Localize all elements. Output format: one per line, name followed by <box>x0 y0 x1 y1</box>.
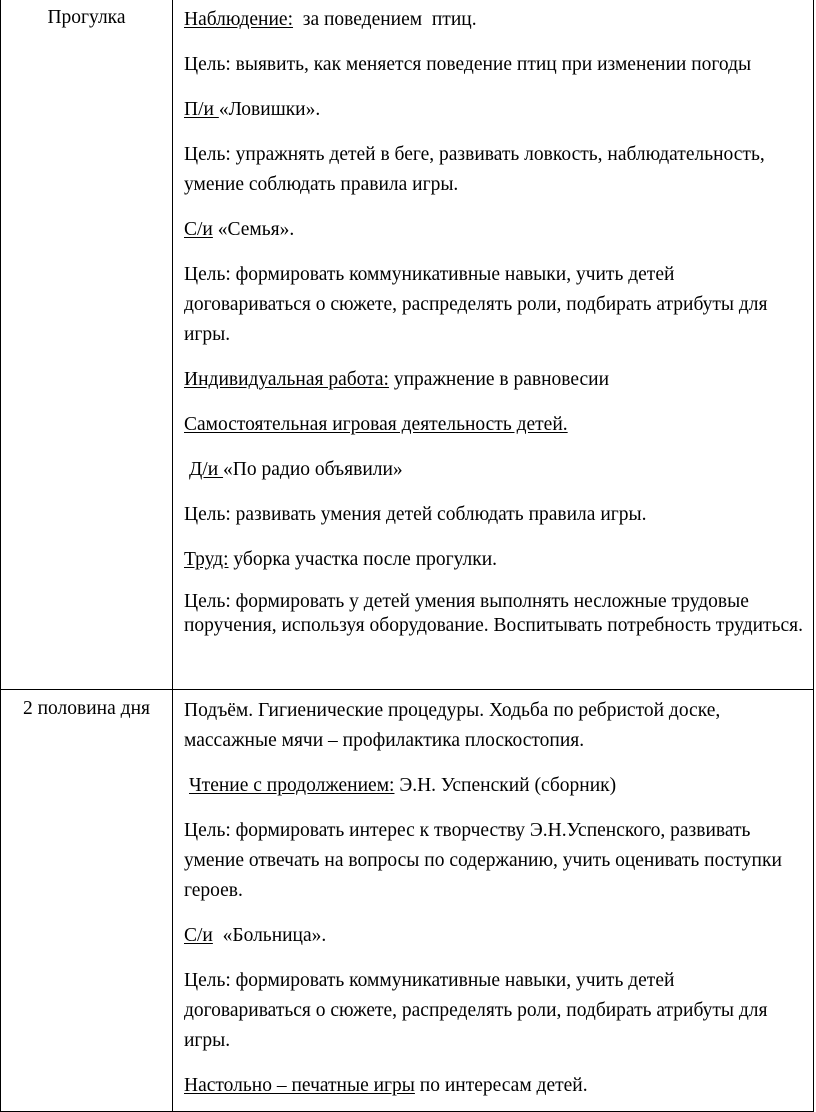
independent-play-label: Самостоятельная игровая деятельность детей. <box>184 414 568 435</box>
reading-label: Чтение с продолжением: <box>189 775 395 796</box>
didactic-game-label: Д/и <box>189 459 224 480</box>
outdoor-game-goal: Цель: упражнять детей в беге, развивать ловкость, наблюдательность, умение соблюдать правила игры. <box>184 144 765 195</box>
reading-text: Э.Н. Успенский (сборник) <box>394 775 617 796</box>
role-game-goal: Цель: формировать коммуникативные навыки, учить детей договариваться о сюжете, распределять роли, подбирать атрибуты для игры. <box>184 970 768 1051</box>
row-label-cell <box>1 0 173 690</box>
wakeup-item: Подъём. Гигиенические процедуры. Ходьба по ребристой доске, массажные мячи – профилактика плоскостопия. <box>184 700 721 751</box>
observation-label: Наблюдение: <box>184 9 294 30</box>
role-game-item <box>184 215 805 245</box>
outdoor-game-item <box>184 95 805 125</box>
role-game-text: «Семья». <box>212 219 295 240</box>
role-game-label: С/и <box>184 219 213 240</box>
reading-goal: Цель: формировать интерес к творчеству Э.Н.Успенского, развивать умение отвечать на вопросы по содержанию, учить оценивать поступки героев. <box>184 820 782 901</box>
labor-label: Труд: <box>184 549 229 570</box>
didactic-game-goal: Цель: развивать умения детей соблюдать правила игры. <box>184 504 647 525</box>
row-label: 2 половина дня <box>23 698 150 719</box>
observation-goal: Цель: выявить, как меняется поведение птиц при изменении погоды <box>184 54 752 75</box>
table-row <box>1 690 814 1112</box>
observation-item <box>184 5 805 35</box>
role-game-text: «Больница». <box>212 925 327 946</box>
role-game-label: С/и <box>184 925 213 946</box>
board-games-text: по интересам детей. <box>414 1075 588 1096</box>
board-games-item <box>184 1071 805 1101</box>
labor-item <box>184 545 805 575</box>
didactic-game-item <box>184 455 805 485</box>
labor-goal: Цель: формировать у детей умения выполнять несложные трудовые поручения, используя оборудование. Воспитывать потребность трудиться. <box>184 591 803 636</box>
row-label-cell <box>1 690 173 1112</box>
individual-work-item <box>184 365 805 395</box>
individual-work-text: упражнение в равновесии <box>388 369 610 390</box>
row-content-cell <box>173 690 814 1112</box>
table-row <box>1 0 814 690</box>
individual-work-label: Индивидуальная работа: <box>184 369 389 390</box>
independent-play-item <box>184 410 805 440</box>
board-games-label: Настольно – печатные игры <box>184 1075 415 1096</box>
row-label: Прогулка <box>47 7 126 28</box>
role-game-item <box>184 921 805 951</box>
row-content-cell <box>173 0 814 690</box>
reading-item <box>184 771 805 801</box>
labor-text: уборка участка после прогулки. <box>228 549 498 570</box>
observation-text: за поведением птиц. <box>293 9 477 30</box>
didactic-game-text: «По радио объявили» <box>223 459 403 480</box>
outdoor-game-label: П/и <box>184 99 219 120</box>
role-game-goal: Цель: формировать коммуникативные навыки, учить детей договариваться о сюжете, распределять роли, подбирать атрибуты для игры. <box>184 264 768 345</box>
outdoor-game-text: «Ловишки». <box>218 99 321 120</box>
